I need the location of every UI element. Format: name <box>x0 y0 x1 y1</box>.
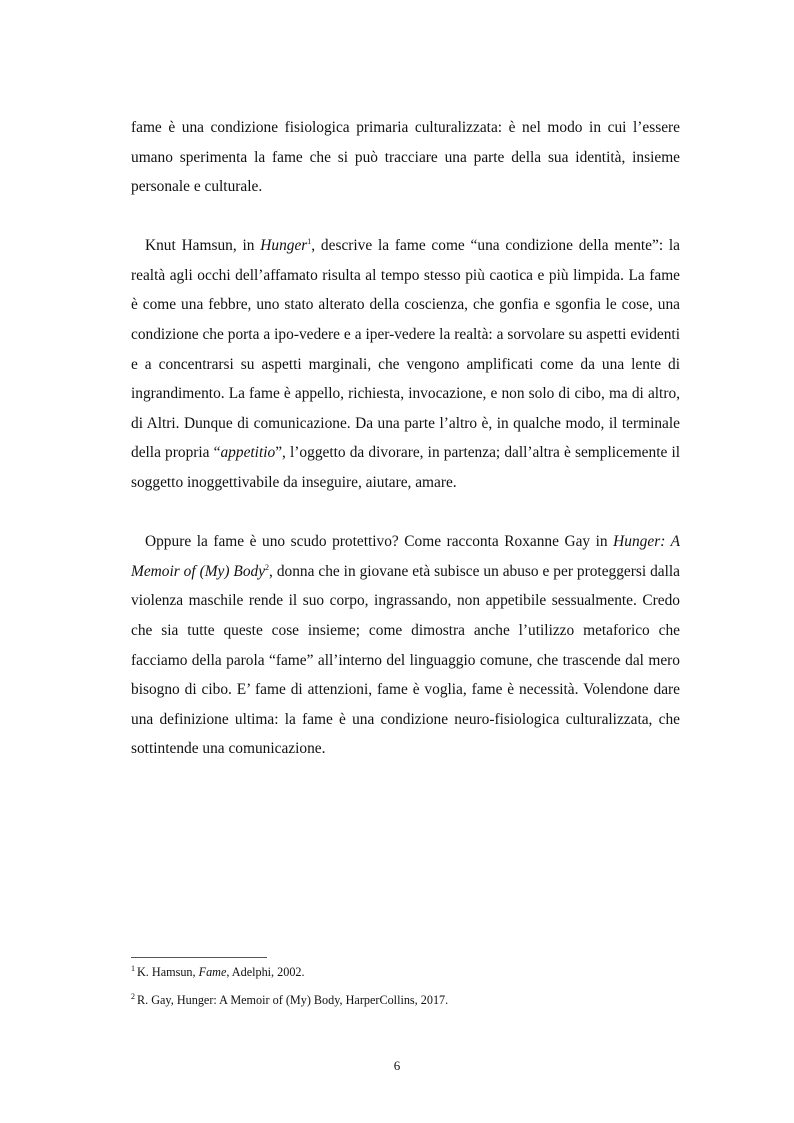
paragraph-2-text-b: , descrive la fame come “una condizione della mente”: la realtà agli occhi dell’affamato risulta al tempo stesso più caotica e più limpida. La fame è come una febbre, uno stato alterato della coscienza, che gonfia e sgonfia le cose, una condizione che porta a ipo-vedere e a iper-vedere la realtà: a sorvolare su aspetti evidenti e a concentrarsi su aspetti marginali, che vengono amplificati come da una lente di ingrandimento. La fame è appello, richiesta, invocazione, e non solo di cibo, ma di altro, di Altri. Dunque di comunicazione. Da una parte l’altro è, in qualche modo, il terminale della propria “ <box>131 237 680 462</box>
footnote-1 <box>131 964 680 980</box>
paragraph-2 <box>131 231 680 497</box>
paragraph-3-text-b: , donna che in giovane età subisce un abuso e per proteggersi dalla violenza maschile rende il suo corpo, ingrassando, non appetibile sessualmente. Credo che sia tutte queste cose insieme; come dimostra anche l’utilizzo metaforico che facciamo della parola “fame” all’interno del linguaggio comune, che trascende dal mero bisogno di cibo. E’ fame di attenzioni, fame è voglia, fame è necessità. Volendone dare una definizione ultima: la fame è una condizione neuro-fisiologica culturalizzata, che sottintende una comunicazione. <box>131 562 680 758</box>
footnote-1-text-b: , Adelphi, 2002. <box>226 965 305 979</box>
footnote-separator <box>131 957 267 958</box>
footnote-ref-2: 2 <box>265 562 270 572</box>
book-title-hunger-memoir: Hunger: A Memoir of (My) Body <box>131 533 680 580</box>
paragraph-1 <box>131 113 680 202</box>
paragraph-1-text: fame è una condizione fisiologica primaria culturalizzata: è nel modo in cui l’essere umano sperimenta la fame che si può tracciare una parte della sua identità, insieme personale e culturale. <box>131 119 680 196</box>
footnote-1-text-a: K. Hamsun, <box>137 965 199 979</box>
footnote-ref-1: 1 <box>307 237 312 247</box>
footnote-2-text: R. Gay, Hunger: A Memoir of (My) Body, HarperCollins, 2017. <box>137 993 449 1007</box>
footnote-1-italic-title: Fame <box>198 965 227 979</box>
paragraph-3-text-a: Oppure la fame è uno scudo protettivo? Come racconta Roxanne Gay in <box>145 533 614 551</box>
footnotes <box>131 964 680 1020</box>
page-number: 6 <box>393 1058 401 1073</box>
paragraph-3 <box>131 527 680 764</box>
paragraph-2-text-a: Knut Hamsun, in <box>145 237 261 255</box>
paragraph-2-text-c: ”, l’oggetto da divorare, in partenza; dall’altra è semplicemente il soggetto inoggettivabile da inseguire, aiutare, amare. <box>131 444 680 492</box>
body-text <box>131 113 680 764</box>
italic-term-appetitio: appetitio <box>220 444 276 462</box>
footnote-1-number: 1 <box>131 963 135 973</box>
footnote-2-number: 2 <box>131 991 135 1001</box>
footnote-2 <box>131 992 680 1008</box>
book-title-hunger: Hunger <box>260 237 308 255</box>
